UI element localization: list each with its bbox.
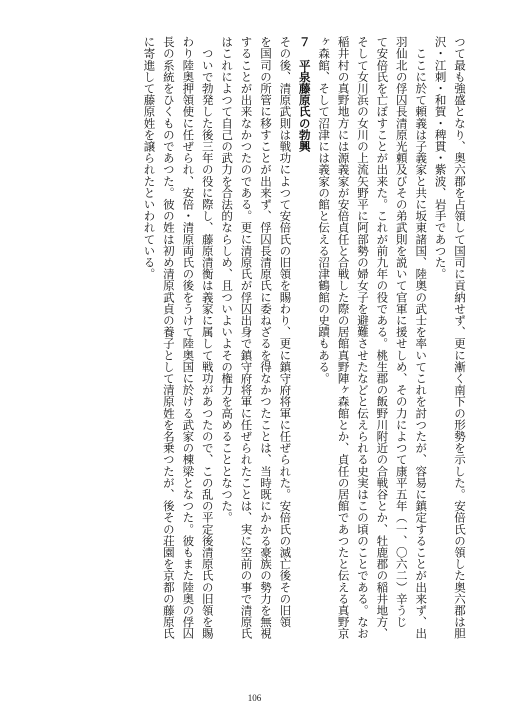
- text-line: に寄進して藤原姓を譲られたといわれている。: [142, 36, 157, 280]
- text-line: 沢・江刺・和賀・稗貫・紫波、岩手であつた。: [433, 36, 448, 280]
- text-line: 羽仙北の俘囚長清原光頼及びその弟武則を説いて官軍に援せしめ、その力によつて康平五年（一、〇六二）辛うじ: [394, 36, 409, 628]
- text-line: ついで勃発した後三年の役に際し、藤原清衡は義家に属して戦功があつたので、この乱の平定後清原氏の旧領を賜: [200, 36, 215, 640]
- text-line: 稲井村の真野地方には源義家が安倍貞任と合戦した際の居館真野陣ヶ森館とか、貞任の居館であつたと伝える真野京: [336, 36, 351, 640]
- text-line: ヶ森館、そして沼津には義家の館と伝える沼津鶴館の史蹟もある。: [317, 36, 332, 384]
- text-line: そして女川浜の女川の上流矢野平に阿部勢の婦女子を避難させたなどと伝えられる史実はこの頃のことである。なお: [355, 36, 370, 640]
- text-line: その後、清原武則は戦功によつて安倍氏の旧領を賜わり、更に鎮守府将軍に任ぜられた。安倍氏の滅亡後その旧領: [278, 36, 293, 628]
- body-text: [139, 36, 469, 676]
- text-line: を国司の所管に移すことが出来ず、俘囚長清原氏に委ねざるを得なかつたことは、当時既にかかる豪族の勢力を無視: [258, 36, 273, 640]
- text-line: つて最も強盛となり、奥六郡を占領して国司に貢納せず、更に漸く南下の形勢を示した。安倍氏の領した奥六郡は胆: [453, 36, 467, 640]
- text-line: 長の系統をひくものであつた。彼の姓は初め清原武貞の養子として清原姓を名乗つたが、後その荘園を京都の藤原氏: [161, 36, 176, 640]
- text-line: ここに於て頼義は子義家と共に坂東諸国、陸奥の武士を率いてこれを討つたが、容易に鎮定することが出来ず、出: [414, 36, 429, 640]
- text-line: わり陸奥押領使に任ぜられ、安倍・清原両氏の後をうけて陸奥国に於ける武家の棟梁となつた。彼もまた陸奥の俘囚: [181, 36, 196, 640]
- text-line: はこれによつて自己の武力を合法的ならしめ、且ついよいよその権力を高めることとなつた。: [220, 36, 235, 524]
- text-line: て安倍氏を亡ぼすことが出来た。これが前九年の役である。桃生郡の飯野川附近の合戦谷とか、牡鹿郡の稲井地方、: [375, 36, 390, 640]
- page-number: 106: [247, 693, 262, 703]
- text-line: することが出来なかつたのである。更に清原氏が俘囚出身で鎮守府将軍に任ぜられたことは、実に空前の事で清原氏: [239, 36, 254, 640]
- section-heading: ７ 平泉藤原氏の勃興: [297, 36, 312, 152]
